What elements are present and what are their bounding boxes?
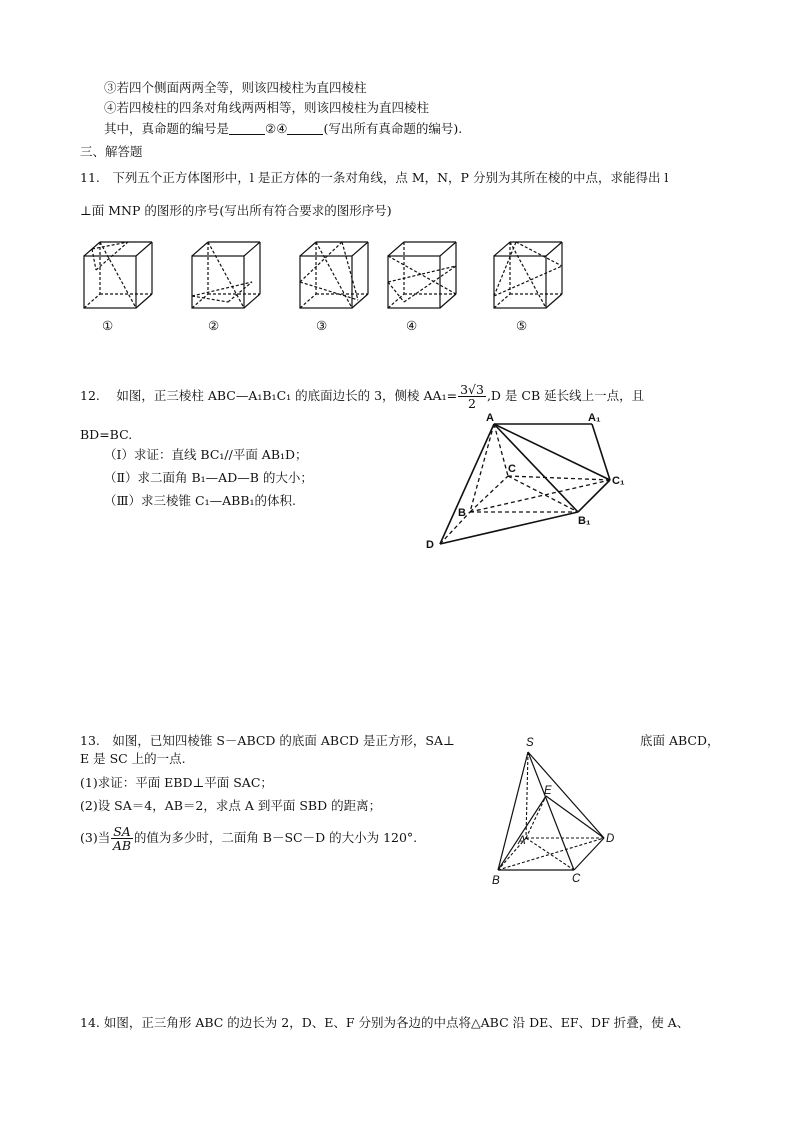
- fig13-label-C: C: [572, 873, 581, 885]
- q10-answer-prefix: 其中，真命题的编号是: [104, 121, 230, 136]
- q10-answer: ②④: [265, 121, 288, 136]
- q10-statement-3: ③若四个侧面两两全等，则该四棱柱为直四棱柱: [104, 80, 367, 95]
- cube-figure-1: [84, 242, 152, 308]
- cube-figure-2: [192, 242, 260, 308]
- cube-figure-5: [494, 242, 562, 308]
- fig12-label-C1: C₁: [612, 475, 625, 487]
- cube-label-1: ①: [102, 318, 114, 333]
- q12-part2: （Ⅱ）求二面角 B₁—AD—B 的大小；: [104, 470, 313, 485]
- q12-prefix: 12. 如图，正三棱柱 ABC—A₁B₁C₁ 的底面边长的 3，侧棱 AA₁=: [80, 388, 458, 403]
- fig13-label-A: A: [518, 835, 526, 847]
- q14-line1: 14. 如图，正三角形 ABC 的边长为 2，D、E、F 分别为各边的中点将△ABC 沿 DE、EF、DF 折叠，使 A、: [80, 1015, 690, 1030]
- cube-label-3: ③: [316, 318, 328, 333]
- q12-part3: （Ⅲ）求三棱锥 C₁—ABB₁的体积.: [104, 493, 296, 508]
- fig12-label-D: D: [426, 539, 434, 551]
- q12-suffix: ,D 是 CB 延长线上一点，且: [486, 388, 645, 403]
- q13-part3: [80, 825, 417, 852]
- q12-frac-num: 3√3: [460, 382, 484, 397]
- q12-prism-figure: [420, 408, 632, 556]
- q12-part1: （Ⅰ）求证：直线 BC₁//平面 AB₁D；: [104, 447, 308, 462]
- q12-frac-den: 2: [468, 396, 476, 411]
- fig13-label-D: D: [606, 833, 615, 845]
- fig13-label-B: B: [492, 875, 500, 887]
- q13-fraction: [111, 825, 133, 852]
- q12-line2: BD=BC.: [80, 427, 133, 442]
- fig13-label-E: E: [544, 785, 552, 797]
- fig12-label-C: C: [508, 463, 516, 475]
- section-heading: 三、解答题: [80, 144, 143, 159]
- q12-fraction: [458, 383, 486, 410]
- q13-line1b: 底面 ABCD，: [640, 733, 720, 748]
- q10-blank-left: [229, 122, 265, 135]
- q13-part1: (1)求证：平面 EBD⊥平面 SAC；: [80, 775, 273, 790]
- q10-blank-right: [287, 122, 323, 135]
- q10-statement-4: ④若四棱柱的四条对角线两两相等，则该四棱柱为直四棱柱: [104, 100, 430, 115]
- q12-line1: [80, 383, 644, 410]
- q10-answer-line: [104, 121, 462, 137]
- q13-part3-pre: (3)当: [80, 830, 111, 845]
- q13-frac-den: AB: [112, 838, 132, 853]
- q13-frac-num: SA: [113, 824, 131, 839]
- cube-figure-4: [388, 242, 456, 308]
- cube-label-5: ⑤: [516, 318, 528, 333]
- fig12-label-B1: B₁: [578, 515, 591, 527]
- fig12-label-B: B: [458, 507, 466, 519]
- cube-figure-3: [300, 242, 368, 308]
- q10-answer-suffix: (写出所有真命题的编号).: [323, 121, 463, 136]
- cube-label-4: ④: [406, 318, 418, 333]
- q11-line1: 11. 下列五个正方体图形中，l 是正方体的一条对角线，点 M，N，P 分别为其所在棱的中点，求能得出 l: [80, 170, 669, 185]
- fig12-label-A: A: [486, 412, 494, 424]
- fig12-label-A1: A₁: [588, 412, 601, 424]
- q13-line1a: 13. 如图，已知四棱锥 S－ABCD 的底面 ABCD 是正方形，SA⊥: [80, 733, 455, 748]
- q13-line2: E 是 SC 上的一点.: [80, 751, 186, 766]
- q13-part2: (2)设 SA＝4，AB＝2，求点 A 到平面 SBD 的距离；: [80, 798, 382, 813]
- q13-part3-post: 的值为多少时，二面角 B－SC－D 的大小为 120°.: [133, 830, 418, 845]
- q11-line2: ⊥面 MNP 的图形的序号(写出所有符合要求的图形序号): [80, 203, 392, 218]
- cube-label-2: ②: [208, 318, 220, 333]
- q13-pyramid-figure: [486, 732, 622, 888]
- fig13-label-S: S: [526, 737, 534, 749]
